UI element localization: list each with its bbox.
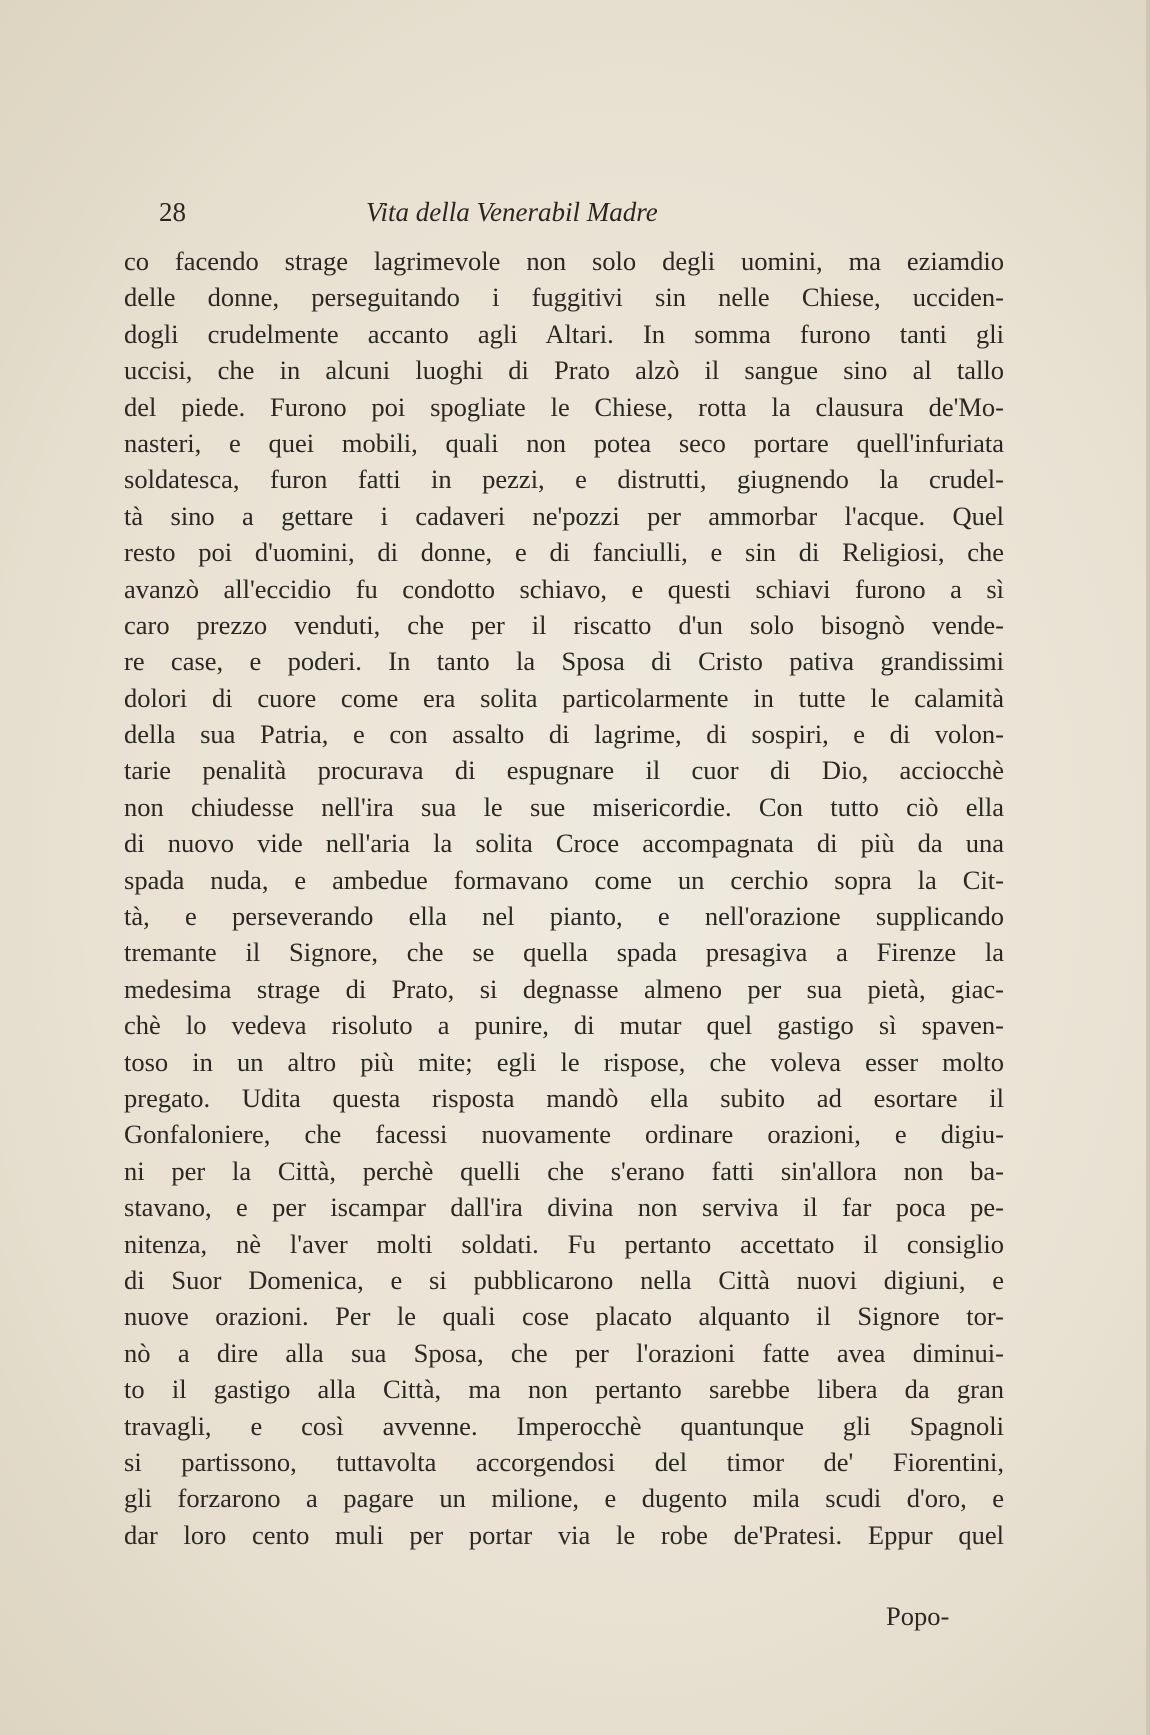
text-line: non chiudesse nell'ira sua le sue misericordie. Con tutto ciò ella <box>124 791 1004 822</box>
text-line: pregato. Udita questa risposta mandò ella subito ad esortare il <box>124 1082 1004 1113</box>
text-line: stavano, e per iscampar dall'ira divina non serviva il far poca pe- <box>124 1192 1004 1223</box>
body-text <box>124 243 1004 1553</box>
text-line: ni per la Città, perchè quelli che s'erano fatti sin'allora non ba- <box>124 1155 1004 1186</box>
text-line: dar loro cento muli per portar via le robe de'Pratesi. Eppur quel <box>124 1519 1004 1550</box>
text-line: soldatesca, furon fatti in pezzi, e distrutti, giugnendo la crudel- <box>124 464 1004 495</box>
page-number: 28 <box>159 197 186 227</box>
text-line: tà sino a gettare i cadaveri ne'pozzi per ammorbar l'acque. Quel <box>124 500 1004 531</box>
text-line: tà, e perseverando ella nel pianto, e nell'orazione supplicando <box>124 901 1004 932</box>
text-line: avanzò all'eccidio fu condotto schiavo, e questi schiavi furono a sì <box>124 573 1004 604</box>
text-line: medesima strage di Prato, si degnasse almeno per sua pietà, giac- <box>124 973 1004 1004</box>
text-line: chè lo vedeva risoluto a punire, di mutar quel gastigo sì spaven- <box>124 1010 1004 1041</box>
text-line: dogli crudelmente accanto agli Altari. In somma furono tanti gli <box>124 318 1004 349</box>
running-head <box>159 196 779 236</box>
text-line: nuove orazioni. Per le quali cose placato alquanto il Signore tor- <box>124 1301 1004 1332</box>
text-line: nitenza, nè l'aver molti soldati. Fu pertanto accettato il consiglio <box>124 1228 1004 1259</box>
text-line: si partissono, tuttavolta accorgendosi del timor de' Fiorentini, <box>124 1446 1004 1477</box>
text-line: travagli, e così avvenne. Imperocchè quantunque gli Spagnoli <box>124 1410 1004 1441</box>
text-line: dolori di cuore come era solita particolarmente in tutte le calamità <box>124 682 1004 713</box>
text-line: delle donne, perseguitando i fuggitivi sin nelle Chiese, ucciden- <box>124 282 1004 313</box>
text-line: resto poi d'uomini, di donne, e di fanciulli, e sin di Religiosi, che <box>124 537 1004 568</box>
text-line: to il gastigo alla Città, ma non pertanto sarebbe libera da gran <box>124 1374 1004 1405</box>
catchword: Popo- <box>886 1601 950 1631</box>
text-line: Gonfaloniere, che facessi nuovamente ordinare orazioni, e digiu- <box>124 1119 1004 1150</box>
text-line: di Suor Domenica, e si pubblicarono nella Città nuovi digiuni, e <box>124 1264 1004 1295</box>
text-line: re case, e poderi. In tanto la Sposa di Cristo pativa grandissimi <box>124 646 1004 677</box>
text-line: della sua Patria, e con assalto di lagrime, di sospiri, e di volon- <box>124 719 1004 750</box>
text-line: co facendo strage lagrimevole non solo degli uomini, ma eziamdio <box>124 246 1004 276</box>
text-line: nò a dire alla sua Sposa, che per l'orazioni fatte avea diminui- <box>124 1337 1004 1368</box>
text-line: di nuovo vide nell'aria la solita Croce accompagnata di più da una <box>124 828 1004 859</box>
page-edge <box>1146 0 1150 1735</box>
text-line: spada nuda, e ambedue formavano come un cerchio sopra la Cit- <box>124 864 1004 895</box>
text-line: gli forzarono a pagare un milione, e dugento mila scudi d'oro, e <box>124 1483 1004 1514</box>
running-title: Vita della Venerabil Madre <box>366 197 658 227</box>
text-line: caro prezzo venduti, che per il riscatto d'un solo bisognò vende- <box>124 609 1004 640</box>
text-line: toso in un altro più mite; egli le rispose, che voleva esser molto <box>124 1046 1004 1077</box>
text-line: uccisi, che in alcuni luoghi di Prato alzò il sangue sino al tallo <box>124 355 1004 386</box>
text-line: tarie penalità procurava di espugnare il cuor di Dio, acciocchè <box>124 755 1004 786</box>
text-line: nasteri, e quei mobili, quali non potea seco portare quell'infuriata <box>124 427 1004 458</box>
text-line: del piede. Furono poi spogliate le Chiese, rotta la clausura de'Mo- <box>124 391 1004 422</box>
text-line: tremante il Signore, che se quella spada presagiva a Firenze la <box>124 937 1004 968</box>
